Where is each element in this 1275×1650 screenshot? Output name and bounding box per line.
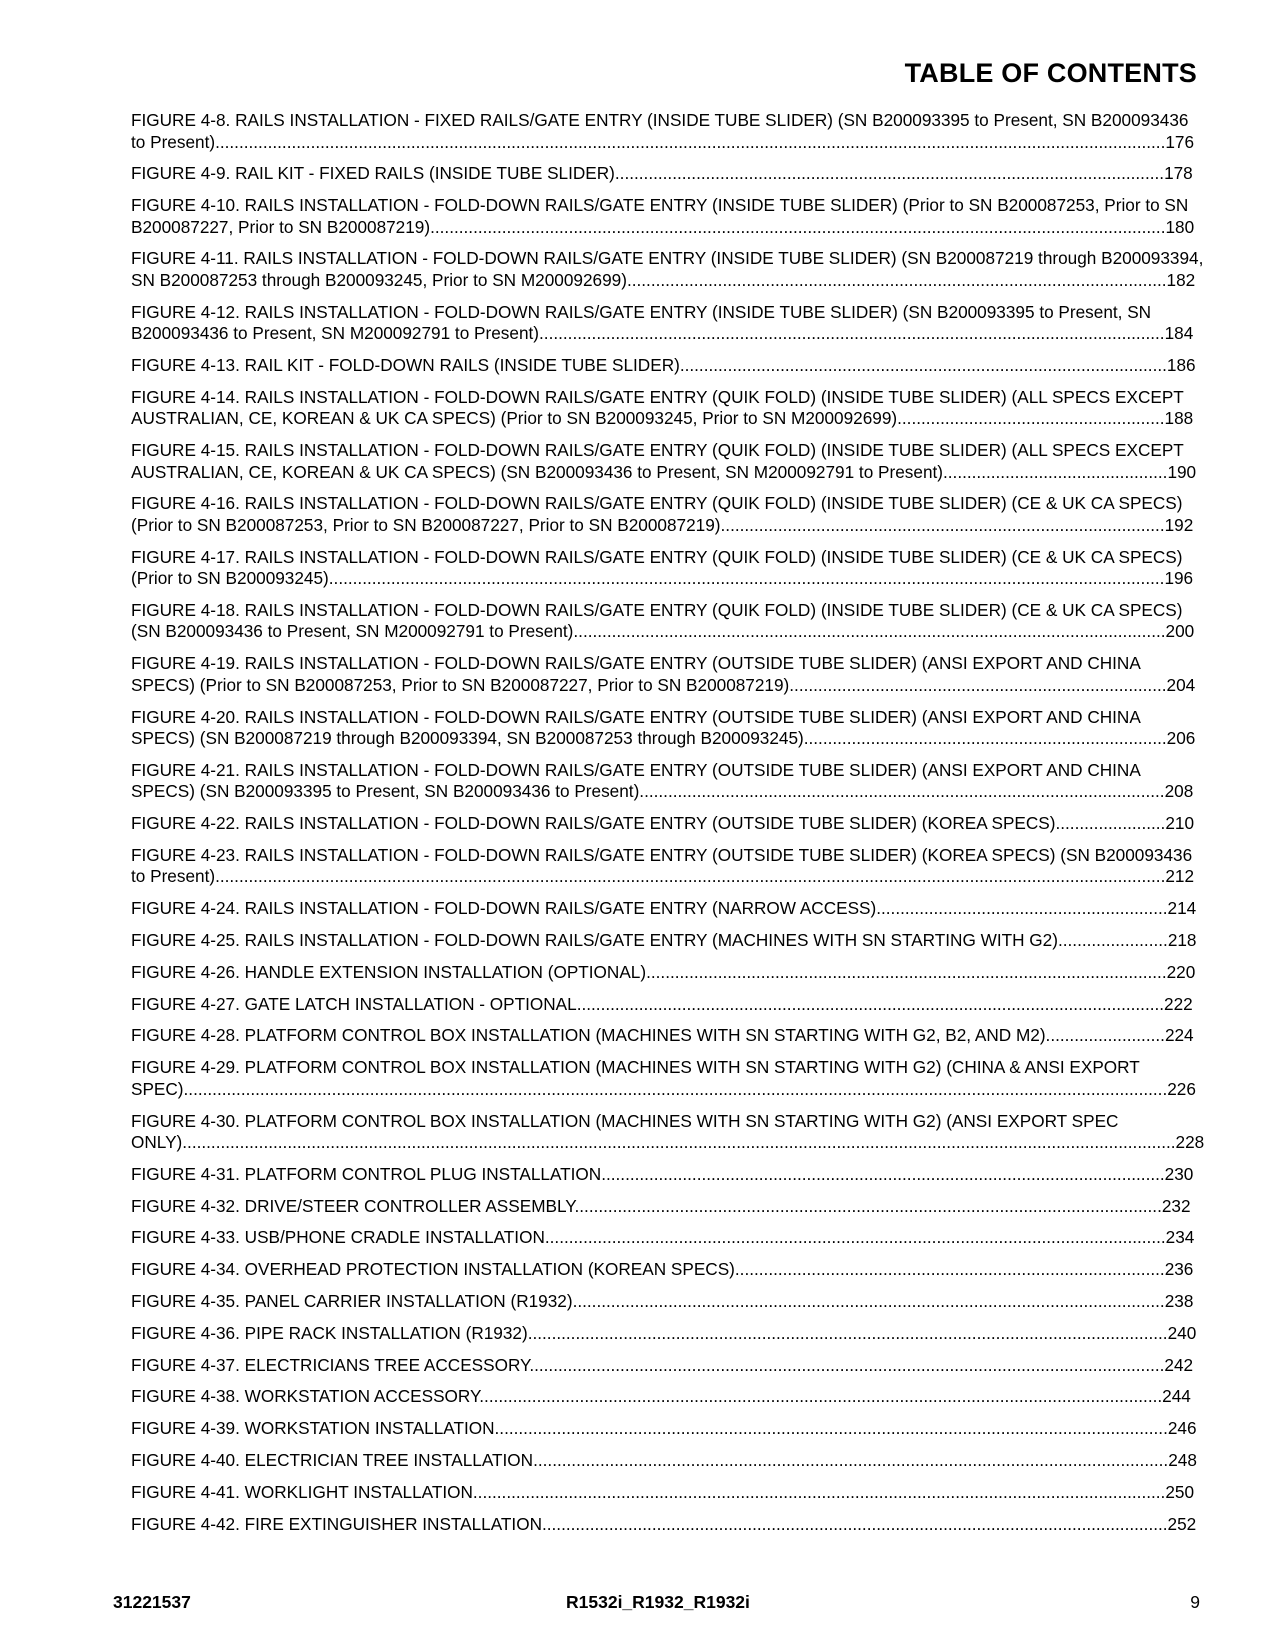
toc-entry[interactable]	[131, 1227, 1204, 1249]
toc-entry[interactable]	[131, 1514, 1204, 1536]
dot-leader: .....................................................................................................................................	[533, 1450, 1169, 1470]
dot-leader: .............................................................................................................................................	[494, 1418, 1168, 1439]
dot-leader: ...............................................................................................................................................................................	[328, 568, 1165, 589]
toc-entry-title: FIGURE 4-42. FIRE EXTINGUISHER INSTALLATION	[131, 1513, 542, 1534]
toc-entry-title: FIGURE 4-17. RAILS INSTALLATION - FOLD-DOWN RAILS/GATE ENTRY (QUIK FOLD) (INSIDE TUBE SLIDER) (CE & UK CA SPECS) (Prior to SN B200093245)	[131, 546, 1183, 589]
dot-leader: ......................................................................................................................................	[527, 1322, 1168, 1343]
dot-leader: ..........................................................................................	[734, 1259, 1165, 1280]
toc-entry-title: FIGURE 4-16. RAILS INSTALLATION - FOLD-DOWN RAILS/GATE ENTRY (QUIK FOLD) (INSIDE TUBE SLIDER) (CE & UK CA SPECS) (Prior to SN B200087253, Prior to SN B200087227, Prior to SN B200087219)	[131, 493, 1183, 535]
toc-entry[interactable]	[131, 930, 1204, 952]
toc-entry-title: FIGURE 4-38. WORKSTATION ACCESSORY	[131, 1386, 480, 1407]
dot-leader: ............................................................................	[803, 728, 1167, 749]
toc-entry-title: FIGURE 4-12. RAILS INSTALLATION - FOLD-DOWN RAILS/GATE ENTRY (INSIDE TUBE SLIDER) (SN B200093395 to Present, SN B200093436 to Present, SN M200092791 to Present)	[131, 301, 1152, 344]
dot-leader: ...................................................................................................................	[614, 163, 1165, 184]
toc-entry[interactable]	[131, 760, 1204, 803]
toc-entry-page: 226	[1167, 1078, 1196, 1099]
toc-entry-page: 192	[1164, 514, 1194, 535]
toc-entry-page: 234	[1165, 1227, 1195, 1248]
toc-entry-page: 240	[1167, 1322, 1197, 1343]
toc-entry-page: 208	[1164, 781, 1194, 802]
page-footer	[113, 1592, 1200, 1616]
toc-entry-title: FIGURE 4-37. ELECTRICIANS TREE ACCESSORY	[131, 1354, 530, 1375]
toc-entry[interactable]	[131, 1196, 1204, 1218]
toc-entry-title: FIGURE 4-41. WORKLIGHT INSTALLATION	[131, 1481, 473, 1502]
toc-entry[interactable]	[131, 547, 1204, 590]
toc-entry-title: FIGURE 4-21. RAILS INSTALLATION - FOLD-DOWN RAILS/GATE ENTRY (OUTSIDE TUBE SLIDER) (ANSI EXPORT AND CHINA SPECS) (SN B200093395 to Present, SN B200093436 to Present)	[131, 759, 1140, 802]
toc-entry-title: FIGURE 4-15. RAILS INSTALLATION - FOLD-DOWN RAILS/GATE ENTRY (QUIK FOLD) (INSIDE TUBE SLIDER) (ALL SPECS EXCEPT AUSTRALIAN, CE, KOREAN & UK CA SPECS) (SN B200093436 to Present, SN M200092791 to Present)	[131, 440, 1184, 482]
dot-leader: ..........................................................................................................................................................	[430, 216, 1166, 237]
toc-entry-title: FIGURE 4-20. RAILS INSTALLATION - FOLD-DOWN RAILS/GATE ENTRY (OUTSIDE TUBE SLIDER) (ANSI EXPORT AND CHINA SPECS) (SN B200087219 through B200093394, SN B200087253 through B200093245)	[131, 706, 1140, 749]
toc-entry[interactable]	[131, 707, 1204, 750]
toc-entry-title: FIGURE 4-30. PLATFORM CONTROL BOX INSTALLATION (MACHINES WITH SN STARTING WITH G2) (ANSI EXPORT SPEC ONLY)	[131, 1110, 1119, 1153]
dot-leader: .............................................................	[876, 898, 1168, 919]
toc-entry-title: FIGURE 4-28. PLATFORM CONTROL BOX INSTALLATION (MACHINES WITH SN STARTING WITH G2, B2, AND M2)	[131, 1025, 1046, 1046]
toc-entry-title: FIGURE 4-22. RAILS INSTALLATION - FOLD-DOWN RAILS/GATE ENTRY (OUTSIDE TUBE SLIDER) (KOREA SPECS)	[131, 813, 1056, 834]
toc-entry[interactable]	[131, 845, 1204, 888]
toc-entry-page: 230	[1164, 1163, 1194, 1184]
dot-leader: ......................................................................................................	[679, 354, 1167, 375]
dot-leader: .................................................................................................................................................	[472, 1481, 1166, 1502]
toc-entry-title: FIGURE 4-32. DRIVE/STEER CONTROLLER ASSEMBLY	[131, 1195, 575, 1216]
toc-entry-page: 252	[1167, 1513, 1197, 1534]
toc-entry[interactable]	[131, 1355, 1204, 1377]
toc-entry[interactable]	[131, 994, 1204, 1016]
toc-entry[interactable]	[131, 1386, 1204, 1408]
toc-entry-title: FIGURE 4-18. RAILS INSTALLATION - FOLD-DOWN RAILS/GATE ENTRY (QUIK FOLD) (INSIDE TUBE SLIDER) (CE & UK CA SPECS) (SN B200093436 to Present, SN M200092791 to Present)	[131, 599, 1183, 642]
toc-entry[interactable]	[131, 493, 1204, 536]
dot-leader: ...........................................................................................................................	[574, 1195, 1162, 1216]
toc-entry-title: FIGURE 4-35. PANEL CARRIER INSTALLATION (R1932)	[131, 1291, 573, 1312]
toc-entry-page: 250	[1165, 1481, 1195, 1502]
toc-entry[interactable]	[131, 163, 1204, 185]
dot-leader: .............................................................................................	[720, 514, 1165, 535]
toc-entry-title: FIGURE 4-31. PLATFORM CONTROL PLUG INSTALLATION	[131, 1163, 602, 1184]
toc-entry[interactable]	[131, 302, 1204, 345]
dot-leader: ...............................................	[943, 461, 1168, 482]
toc-entry-page: 212	[1165, 866, 1195, 887]
toc-entry[interactable]	[131, 440, 1204, 483]
toc-entry-page: 200	[1165, 621, 1195, 642]
toc-entry-page: 210	[1165, 813, 1195, 834]
dot-leader: ...............................................................................	[789, 674, 1167, 695]
toc-entry[interactable]	[131, 962, 1204, 984]
dot-leader: ...................................................................................................................................	[539, 323, 1165, 344]
toc-entry[interactable]	[131, 355, 1204, 377]
toc-entry-title: FIGURE 4-34. OVERHEAD PROTECTION INSTALLATION (KOREAN SPECS)	[131, 1259, 735, 1280]
dot-leader: .............................................................................................................	[646, 961, 1167, 982]
toc-entry-page: 244	[1162, 1386, 1191, 1407]
toc-entry-page: 228	[1175, 1132, 1205, 1153]
toc-list	[131, 110, 1204, 1545]
toc-entry-title: FIGURE 4-9. RAIL KIT - FIXED RAILS (INSIDE TUBE SLIDER)	[131, 163, 615, 184]
toc-entry[interactable]	[131, 1482, 1204, 1504]
toc-entry-title: FIGURE 4-36. PIPE RACK INSTALLATION (R1932)	[131, 1322, 528, 1343]
toc-entry[interactable]	[131, 1057, 1204, 1100]
dot-leader: ..................................................................................................................................	[544, 1227, 1166, 1248]
model-designation: R1532i_R1932_R1932i	[566, 1592, 750, 1612]
toc-entry-page: 186	[1166, 354, 1196, 375]
dot-leader: ..............................................................................................................................................................................................................	[183, 1078, 1168, 1099]
toc-entry-title: FIGURE 4-23. RAILS INSTALLATION - FOLD-DOWN RAILS/GATE ENTRY (OUTSIDE TUBE SLIDER) (KOREA SPECS) (SN B200093436 to Present)	[131, 844, 1193, 887]
toc-entry-page: 206	[1166, 728, 1196, 749]
dot-leader: .........................	[1045, 1025, 1165, 1046]
toc-entry-page: 242	[1164, 1354, 1194, 1375]
dot-leader: .......................	[1055, 813, 1166, 834]
toc-entry[interactable]	[131, 600, 1204, 643]
page-title: TABLE OF CONTENTS	[904, 58, 1197, 88]
toc-entry[interactable]	[131, 898, 1204, 920]
dot-leader: ............................................................................................................................	[573, 621, 1166, 642]
toc-entry-page: 190	[1167, 461, 1197, 482]
toc-entry[interactable]	[131, 110, 1204, 153]
dot-leader: .......................................................................................................................................................................................................	[215, 866, 1166, 887]
toc-entry-page: 180	[1165, 216, 1195, 237]
toc-entry-page: 248	[1168, 1450, 1197, 1470]
toc-entry[interactable]	[131, 1259, 1204, 1281]
dot-leader: .......................................................................................................................................................................................................	[215, 131, 1166, 152]
toc-entry-page: 236	[1164, 1259, 1194, 1280]
toc-entry-title: FIGURE 4-10. RAILS INSTALLATION - FOLD-DOWN RAILS/GATE ENTRY (INSIDE TUBE SLIDER) (Prior to SN B200087253, Prior to SN B200087227, Prior to SN B200087219)	[131, 195, 1189, 237]
toc-entry-title: FIGURE 4-24. RAILS INSTALLATION - FOLD-DOWN RAILS/GATE ENTRY (NARROW ACCESS)	[131, 898, 877, 919]
toc-entry-title: FIGURE 4-19. RAILS INSTALLATION - FOLD-DOWN RAILS/GATE ENTRY (OUTSIDE TUBE SLIDER) (ANSI EXPORT AND CHINA SPECS) (Prior to SN B200087253, Prior to SN B200087227, Prior to SN B200087219)	[131, 653, 1140, 695]
toc-entry-page: 238	[1164, 1291, 1194, 1312]
toc-entry-page: 214	[1167, 898, 1197, 919]
toc-entry-title: FIGURE 4-39. WORKSTATION INSTALLATION	[131, 1418, 495, 1439]
page-number: 9	[1190, 1592, 1200, 1612]
dot-leader: ......................................................................................................................	[601, 1163, 1165, 1184]
toc-entry-title: FIGURE 4-33. USB/PHONE CRADLE INSTALLATION	[131, 1227, 545, 1248]
toc-entry-page: 196	[1164, 568, 1194, 589]
toc-entry[interactable]	[131, 1111, 1204, 1154]
toc-entry-title: FIGURE 4-11. RAILS INSTALLATION - FOLD-DOWN RAILS/GATE ENTRY (INSIDE TUBE SLIDER) (SN B200087219 through B200093394, SN B200087253 through B200093245, Prior to SN M200092699)	[131, 248, 1204, 290]
toc-entry[interactable]	[131, 1291, 1204, 1313]
toc-entry-title: FIGURE 4-14. RAILS INSTALLATION - FOLD-DOWN RAILS/GATE ENTRY (QUIK FOLD) (INSIDE TUBE SLIDER) (ALL SPECS EXCEPT AUSTRALIAN, CE, KOREAN & UK CA SPECS) (Prior to SN B200093245, Prior to SN M200092699)	[131, 386, 1184, 429]
toc-entry-page: 222	[1164, 993, 1193, 1014]
toc-entry[interactable]	[131, 1164, 1204, 1186]
toc-entry-title: FIGURE 4-13. RAIL KIT - FOLD-DOWN RAILS (INSIDE TUBE SLIDER)	[131, 354, 680, 375]
toc-entry-title: FIGURE 4-40. ELECTRICIAN TREE INSTALLATION	[131, 1450, 534, 1470]
toc-entry-page: 246	[1167, 1418, 1197, 1439]
toc-entry[interactable]	[131, 387, 1204, 430]
dot-leader: ...............................................................................................................................................	[479, 1386, 1163, 1407]
dot-leader: ........................................................	[897, 408, 1165, 429]
toc-entry-page: 176	[1165, 131, 1195, 152]
toc-entry-page: 178	[1164, 163, 1193, 184]
dot-leader: ..............................................................................................................	[639, 781, 1165, 802]
toc-entry[interactable]	[131, 653, 1204, 696]
toc-entry-page: 232	[1161, 1195, 1191, 1216]
toc-entry-page: 188	[1164, 408, 1194, 429]
toc-entry[interactable]	[131, 195, 1204, 238]
toc-entry[interactable]	[131, 1323, 1204, 1345]
toc-entry[interactable]	[131, 1025, 1204, 1047]
dot-leader: .................................................................................................................	[626, 269, 1167, 290]
toc-entry-title: FIGURE 4-29. PLATFORM CONTROL BOX INSTALLATION (MACHINES WITH SN STARTING WITH G2) (CHINA & ANSI EXPORT SPEC)	[131, 1057, 1140, 1099]
toc-entry-title: FIGURE 4-26. HANDLE EXTENSION INSTALLATION (OPTIONAL)	[131, 961, 647, 982]
document-number: 31221537	[113, 1592, 191, 1612]
dot-leader: ................................................................................................................................................................................................................	[182, 1132, 1176, 1153]
toc-entry-title: FIGURE 4-25. RAILS INSTALLATION - FOLD-DOWN RAILS/GATE ENTRY (MACHINES WITH SN STARTING WITH G2)	[131, 930, 1058, 951]
toc-entry-page: 220	[1166, 961, 1196, 982]
toc-entry-title: FIGURE 4-27. GATE LATCH INSTALLATION - OPTIONAL	[131, 993, 577, 1014]
toc-entry-page: 182	[1166, 269, 1196, 290]
toc-entry-page: 218	[1167, 930, 1197, 951]
dot-leader: .......................	[1057, 930, 1168, 951]
toc-entry-page: 204	[1166, 674, 1196, 695]
toc-entry-page: 184	[1164, 323, 1194, 344]
toc-entry-title: FIGURE 4-8. RAILS INSTALLATION - FIXED RAILS/GATE ENTRY (INSIDE TUBE SLIDER) (SN B200093395 to Present, SN B200093436 to Present)	[131, 110, 1189, 152]
dot-leader: ............................................................................................................................	[572, 1291, 1165, 1312]
toc-entry-page: 224	[1164, 1025, 1194, 1046]
dot-leader: ...................................................................................................................................	[541, 1513, 1168, 1534]
dot-leader: .....................................................................................................................................	[529, 1354, 1165, 1375]
toc-entry[interactable]	[131, 1450, 1204, 1472]
toc-entry[interactable]	[131, 1418, 1204, 1440]
dot-leader: ...........................................................................................................................	[576, 993, 1165, 1014]
toc-entry[interactable]	[131, 813, 1204, 835]
toc-entry[interactable]	[131, 248, 1204, 291]
